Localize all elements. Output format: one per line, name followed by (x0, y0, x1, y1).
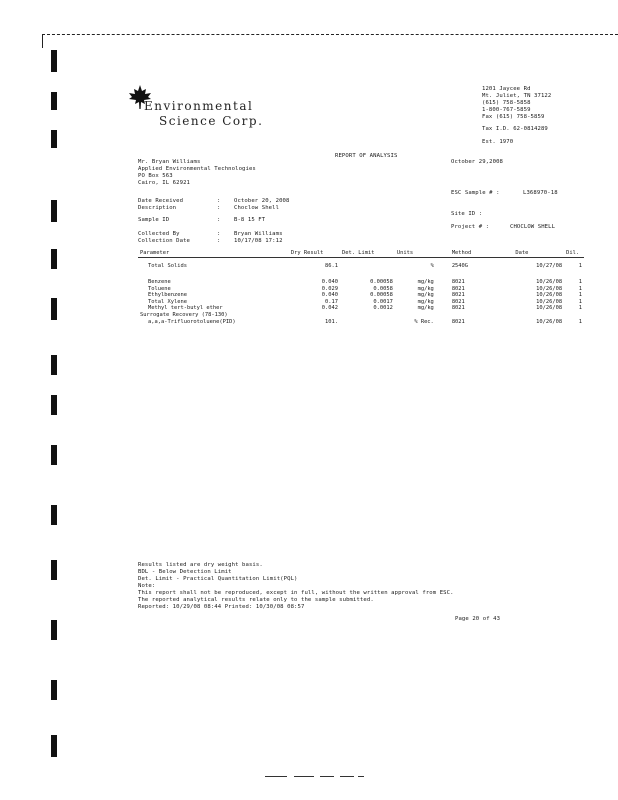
cell-limit (340, 312, 395, 319)
cell-result (289, 312, 340, 319)
binder-mark (51, 298, 57, 320)
cell-dil: 1 (578, 263, 582, 270)
address-line: 1-800-767-5859 (482, 107, 531, 113)
cell-result: 0.040 (321, 279, 338, 286)
address-line: Fax (615) 758-5859 (482, 114, 545, 120)
bottom-mark (340, 776, 354, 777)
cell-parameter: Total Solids (148, 263, 187, 270)
cell-limit: 0.00058 (370, 279, 393, 286)
cell-date: 10/26/08 (536, 298, 563, 305)
company-name-line2: Science Corp. (159, 114, 264, 128)
cell-date: 10/26/08 (536, 279, 563, 286)
cell-method: 8021 (451, 318, 465, 325)
binder-mark (51, 395, 57, 415)
sample-separator: : (217, 231, 221, 237)
cell-limit: 0.0017 (373, 298, 393, 305)
cell-parameter: Ethylbenzene (148, 292, 187, 299)
cell-limit: 0.00058 (370, 292, 393, 299)
cell-limit: 0.0012 (373, 305, 393, 312)
address-line: Mt. Juliet, TN 37122 (482, 93, 552, 99)
binder-mark (51, 249, 57, 269)
sample-row (138, 238, 283, 245)
cell-units: % (430, 263, 434, 270)
esc-sample-value: L368970-18 (523, 190, 558, 196)
cell-dil (564, 312, 584, 319)
sample-label: Description (138, 205, 177, 211)
cell-limit (340, 257, 395, 275)
footer-line: BDL - Below Detection Limit (138, 569, 232, 575)
bottom-mark (358, 776, 364, 777)
cell-parameter: Methyl tert-butyl ether (148, 305, 223, 312)
cell-dil: 1 (578, 292, 582, 299)
sample-row (138, 217, 265, 224)
project-value: CHOCLOW SHELL (510, 224, 556, 230)
client-address (138, 159, 256, 187)
binder-mark (51, 560, 57, 580)
cell-units: % Rec. (414, 318, 434, 325)
sample-row (138, 231, 283, 238)
cell-limit: 0.0058 (373, 285, 393, 292)
cell-method: 8021 (451, 285, 465, 292)
footer-line: Note: (138, 583, 156, 589)
table-row (138, 257, 584, 275)
binder-mark (51, 200, 57, 222)
cell-method (436, 312, 514, 319)
binder-mark (51, 355, 57, 375)
cell-parameter: Benzene (148, 279, 171, 286)
table-row (138, 312, 584, 319)
header-parameter: Parameter (138, 250, 289, 257)
sample-value: October 20, 2008 (234, 198, 290, 204)
cell-method: 2540G (451, 263, 469, 270)
client-line: Cairo, IL 62921 (138, 180, 191, 186)
cell-method: 8021 (451, 279, 465, 286)
cell-result: 0.040 (321, 292, 338, 299)
footer-line: Results listed are dry weight basis. (138, 562, 263, 568)
bottom-mark (294, 776, 314, 777)
sample-separator: : (217, 198, 221, 204)
sample-row (138, 205, 279, 212)
cell-date: 10/26/08 (536, 305, 563, 312)
cell-result: 0.042 (321, 305, 338, 312)
binder-mark (51, 445, 57, 465)
tax-id: Tax I.D. 62-0814289 (482, 126, 548, 132)
binder-mark (51, 505, 57, 525)
cell-units (395, 312, 436, 319)
binder-mark (51, 620, 57, 640)
sample-value: Bryan Williams (234, 231, 283, 237)
header-units: Units (395, 250, 436, 257)
cell-units: mg/kg (417, 298, 434, 305)
footer-line: This report shall not be reproduced, except in full, without the written approval from ESC. (138, 590, 454, 596)
project-label: Project # : (451, 224, 490, 230)
sample-label: Sample ID (138, 217, 170, 223)
sample-separator: : (217, 238, 221, 244)
table-row (138, 299, 584, 306)
cell-date: 10/26/08 (536, 285, 563, 292)
page-number: Page 20 of 43 (455, 616, 501, 622)
binder-mark (51, 92, 57, 110)
cell-dil: 1 (578, 285, 582, 292)
sample-label: Date Received (138, 198, 184, 204)
sample-separator: : (217, 217, 221, 223)
client-line: Applied Environmental Technologies (138, 166, 256, 172)
cell-date: 10/27/08 (536, 263, 563, 270)
cell-parameter: Total Xylene (148, 298, 187, 305)
cell-parameter: a,a,a-Trifluorotoluene(PID) (148, 318, 236, 325)
cell-dil: 1 (578, 279, 582, 286)
footer-line: Reported: 10/29/08 08:44 Printed: 10/30/08 08:57 (138, 604, 305, 610)
site-id-label: Site ID : (451, 211, 483, 217)
cell-method: 8021 (451, 305, 465, 312)
cell-dil: 1 (578, 305, 582, 312)
footer-line: Det. Limit - Practical Quantitation Limit(PQL) (138, 576, 298, 582)
table-row (138, 279, 584, 286)
sample-label: Collected By (138, 231, 180, 237)
footer-notes (138, 562, 454, 611)
cell-result: 86.1 (325, 263, 338, 270)
table-row (138, 286, 584, 293)
client-line: Mr. Bryan Williams (138, 159, 201, 165)
cell-method: 8021 (451, 292, 465, 299)
cell-dil: 1 (578, 298, 582, 305)
sample-label: Collection Date (138, 238, 191, 244)
established: Est. 1970 (482, 139, 514, 145)
address-line: 1201 Jaycee Rd (482, 86, 531, 92)
cell-parameter: Toluene (148, 285, 171, 292)
header-dil: Dil. (564, 250, 584, 257)
sample-value: 10/17/08 17:12 (234, 238, 283, 244)
header-det-limit: Det. Limit (340, 250, 395, 257)
cell-parameter: Surrogate Recovery (78-130) (140, 312, 228, 319)
cell-result: 0.17 (325, 298, 338, 305)
cell-date (513, 312, 564, 319)
cell-method: 8021 (451, 298, 465, 305)
footer-line: The reported analytical results relate only to the sample submitted. (138, 597, 374, 603)
esc-sample-label: ESC Sample # : (451, 190, 500, 196)
report-date: October 29,2008 (451, 159, 504, 165)
header-date: Date (513, 250, 564, 257)
cell-limit (340, 319, 395, 326)
table-row (138, 292, 584, 299)
cell-result: 0.029 (321, 285, 338, 292)
client-line: PO Box 563 (138, 173, 173, 179)
cell-date: 10/26/08 (536, 292, 563, 299)
top-dashed-border (42, 34, 618, 35)
cell-units: mg/kg (417, 285, 434, 292)
bottom-mark (265, 776, 287, 777)
cell-result: 101. (325, 318, 338, 325)
cell-dil: 1 (578, 318, 582, 325)
cell-units: mg/kg (417, 279, 434, 286)
report-title: REPORT OF ANALYSIS (335, 153, 398, 159)
table-row (138, 305, 584, 312)
company-name-line1: Environmental (144, 99, 254, 113)
table-header-row (138, 250, 584, 257)
binder-mark (51, 130, 57, 148)
bottom-mark (320, 776, 334, 777)
sample-separator: : (217, 205, 221, 211)
binder-mark (51, 680, 57, 700)
sample-value: B-8 15 FT (234, 217, 266, 223)
binder-mark (51, 50, 57, 72)
cell-units: mg/kg (417, 292, 434, 299)
cell-units: mg/kg (417, 305, 434, 312)
sample-row (138, 198, 289, 205)
address-line: (615) 758-5858 (482, 100, 531, 106)
results-table (138, 250, 584, 325)
table-row (138, 319, 584, 326)
top-left-corner-mark (42, 34, 43, 48)
header-method: Method (436, 250, 514, 257)
cell-date: 10/26/08 (536, 318, 563, 325)
company-address (482, 86, 551, 121)
binder-mark (51, 735, 57, 757)
sample-value: Choclow Shell (234, 205, 280, 211)
header-dry-result: Dry Result (289, 250, 340, 257)
